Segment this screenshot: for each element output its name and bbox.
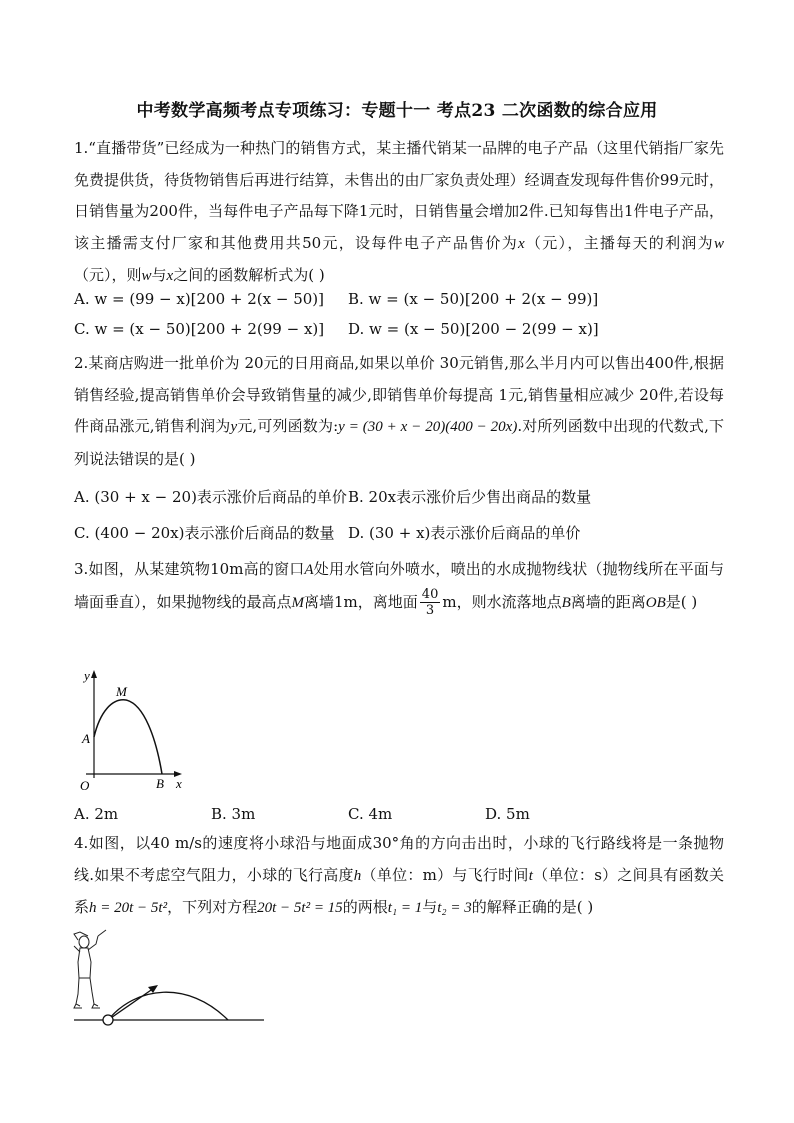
- q3-var-ob: OB: [645, 594, 666, 611]
- q3-text-2: 处用水管向外喷水，喷出的水成抛物线状（抛物线所在平面与墙面垂直），如果抛物线的最高点: [74, 560, 724, 611]
- golf-swing-figure: [70, 928, 270, 1028]
- q3-option-c[interactable]: C. 4m: [348, 805, 393, 823]
- q3-option-b[interactable]: B. 3m: [211, 805, 256, 823]
- q2-option-c[interactable]: C. (400 − 20x)表示涨价后商品的数量: [74, 524, 335, 542]
- q4-root-1: t₁ = 1: [387, 900, 423, 916]
- q1-text-4: 与: [151, 266, 167, 284]
- ball-trajectory-curve: [108, 992, 228, 1020]
- q4-text-1: 4.如图，以40 m/s的速度将小球沿与地面成30°角的方向击出时，小球的飞行路线将是一条抛物线.如果不考虑空气阻力，小球的飞行高度: [74, 834, 724, 884]
- q3-options-row: [74, 805, 724, 829]
- q4-formula-2: 20t − 5t² = 15: [257, 900, 343, 916]
- q1-var-x2: x: [166, 268, 174, 284]
- q2-text-3: .对所列函数中出现的代数式,下列说法错误的是( ): [74, 417, 724, 468]
- q1-options-row-2: [74, 320, 724, 344]
- q4-text-5: 的两根: [342, 898, 388, 916]
- q3-text-6: 是( ): [665, 592, 698, 611]
- q2-text-2: 元,可列函数为:: [237, 417, 339, 435]
- q3-option-a[interactable]: A. 2m: [74, 805, 119, 823]
- q1-option-d[interactable]: D. w = (x − 50)[200 − 2(99 − x)]: [348, 320, 599, 338]
- q4-text-7: 的解释正确的是( ): [471, 898, 594, 916]
- q2-option-a[interactable]: A. (30 + x − 20)表示涨价后商品的单价: [74, 488, 347, 506]
- q2-text-1: 2.某商店购进一批单价为 20元的日用商品,如果以单价 30元销售,那么半月内可以售出400件,根据销售经验,提高销售单价会导致销售量的减少,即销售单价每提高 1元,销售量相应减少 20件,若设每件商品涨元,销售利润为: [74, 354, 724, 435]
- q3-text-3: 离墙1m，离地面: [304, 592, 418, 611]
- q1-options-row-1: [74, 290, 724, 314]
- q3-fraction-denominator: 3: [425, 603, 435, 618]
- q2-options-row-2: [74, 522, 724, 546]
- y-axis-label: y: [84, 668, 90, 683]
- q4-text-2: （单位：m）与飞行时间: [361, 865, 529, 884]
- q4-var-t: t: [528, 867, 533, 884]
- q3-fraction: [420, 587, 441, 618]
- q2-option-d[interactable]: D. (30 + x)表示涨价后商品的单价: [348, 524, 581, 542]
- q3-var-b: B: [561, 594, 571, 611]
- q1-var-w: w: [713, 235, 724, 252]
- q1-var-x: x: [518, 235, 525, 252]
- y-axis-arrow-icon: [91, 670, 97, 678]
- origin-label: O: [80, 778, 90, 793]
- q3-text-5: 离墙的距离: [570, 592, 646, 611]
- q2-option-b[interactable]: B. 20x表示涨价后少售出商品的数量: [348, 488, 592, 506]
- point-b-label: B: [156, 776, 164, 791]
- q3-var-m: M: [291, 594, 305, 611]
- q3-text-1: 3.如图，从某建筑物10m高的窗口: [74, 560, 305, 578]
- q4-root-2: t₂ = 3: [437, 900, 472, 916]
- q1-text-2: （元），主播每天的利润为: [524, 233, 714, 252]
- q1-option-b[interactable]: B. w = (x − 50)[200 + 2(x − 99)]: [348, 290, 599, 308]
- parabola-graph-figure: [70, 666, 200, 796]
- q2-options-row-1: [74, 486, 724, 510]
- q1-var-w2: w: [141, 268, 152, 284]
- question-1-stem: [74, 133, 724, 293]
- point-a-label: A: [82, 731, 90, 746]
- q1-text-3: （元），则: [74, 266, 142, 284]
- question-2-stem: [74, 348, 724, 475]
- q3-option-d[interactable]: D. 5m: [485, 805, 530, 823]
- point-m-label: M: [116, 684, 127, 699]
- q2-formula: y = (30 + x − 20)(400 − 20x): [338, 419, 518, 435]
- water-parabola-curve: [94, 700, 162, 774]
- q4-text-6: 与: [422, 898, 438, 916]
- q4-text-3: （单位：s）之间具有函数关系: [74, 865, 725, 916]
- question-4-stem: [74, 828, 724, 925]
- q4-text-4: ，下列对方程: [167, 898, 258, 916]
- q1-option-c[interactable]: C. w = (x − 50)[200 + 2(99 − x)]: [74, 320, 325, 338]
- q1-text-1: 1.“直播带货”已经成为一种热门的销售方式，某主播代销某一品牌的电子产品（这里代销指厂家先免费提供货，待货物销售后再进行结算，未售出的由厂家负责处理）经调查发现每件售价99元时，日销售量为200件，当每件电子产品每下降1元时，日销售量会增加2件.已知每售出1件电子产品，该主播需支付厂家和其他费用共50元，设每件电子产品售价为: [74, 139, 724, 252]
- x-axis-label: x: [176, 776, 182, 791]
- q1-text-5: 之间的函数解析式为( ): [173, 266, 325, 284]
- launch-direction-line: [108, 988, 154, 1020]
- q3-var-a: A: [304, 562, 314, 578]
- golf-ball-icon: [103, 1015, 113, 1025]
- golfer-icon: [74, 930, 106, 1008]
- page-title: 中考数学高频考点专项练习：专题十一 考点23 二次函数的综合应用: [136, 101, 658, 121]
- q4-formula-1: h = 20t − 5t²: [89, 900, 168, 916]
- q1-option-a[interactable]: A. w = (99 − x)[200 + 2(x − 50)]: [74, 290, 325, 308]
- q2-var-y: y: [230, 419, 238, 435]
- q4-var-h: h: [353, 867, 362, 884]
- q3-fraction-numerator: 40: [421, 587, 439, 602]
- question-3-stem: [74, 554, 724, 619]
- q3-text-4: m，则水流落地点: [442, 592, 562, 611]
